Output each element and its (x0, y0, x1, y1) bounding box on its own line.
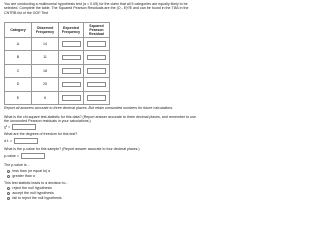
frequency-table (4, 22, 110, 105)
chi-square-input[interactable] (12, 124, 36, 130)
chi-square-answer-row (4, 124, 196, 130)
question-p-value: What is the p-value for this sample? (Report answer accurate to four decimal places.) (4, 147, 140, 151)
table-row (5, 78, 110, 91)
expected-cell (59, 64, 84, 77)
expected-cell (59, 38, 84, 51)
expected-input[interactable] (62, 55, 81, 61)
category-cell: C (5, 64, 32, 77)
observed-cell: 25 (32, 78, 59, 91)
residual-input[interactable] (87, 41, 106, 47)
residual-input[interactable] (87, 82, 106, 88)
option-label: fail to reject the null hypothesis (12, 196, 62, 200)
radio-button-icon[interactable] (7, 170, 10, 173)
expected-cell (59, 91, 84, 104)
table-row (5, 64, 110, 77)
table-row (5, 91, 110, 104)
category-cell: B (5, 51, 32, 64)
p-value-answer-row (4, 153, 196, 159)
residual-input[interactable] (87, 55, 106, 61)
observed-cell: 6 (32, 91, 59, 104)
header-category: Category (5, 23, 32, 38)
expected-cell (59, 78, 84, 91)
residual-cell (84, 51, 110, 64)
residual-cell (84, 64, 110, 77)
observed-cell: 11 (32, 51, 59, 64)
category-cell: D (5, 78, 32, 91)
option-reject-null[interactable] (7, 186, 52, 190)
p-value-label: p-value = (4, 154, 19, 159)
df-answer-row (4, 138, 196, 144)
option-greater-than-alpha[interactable] (7, 174, 35, 178)
p-value-input[interactable] (21, 153, 45, 159)
expected-input[interactable] (62, 95, 81, 101)
observed-cell: 14 (32, 38, 59, 51)
df-input[interactable] (14, 138, 38, 144)
rounding-note: Report all answers accurate to three decimal places. But retain unrounded numbers for future calculations. (4, 106, 174, 110)
radio-button-icon[interactable] (7, 187, 10, 190)
radio-button-icon[interactable] (7, 175, 10, 178)
radio-button-icon[interactable] (7, 192, 10, 195)
problem-intro: You are conducting a multinomial hypothesis test (α = 0.05) for the claim that all 5 categories are equally likely to be selected. Complete the table. The Squared Pearson Residuals are the (O - E)²/E and can be found in the TI84 in the CNTRB list of the GOF Test (4, 2, 189, 15)
option-label: accept the null hypothesis (12, 191, 54, 195)
residual-input[interactable] (87, 68, 106, 74)
chi-square-label: χ² = (4, 125, 11, 130)
question-degrees-of-freedom: What are the degrees of freedom for this test? (4, 132, 78, 136)
expected-input[interactable] (62, 68, 81, 74)
expected-input[interactable] (62, 82, 81, 88)
radio-button-icon[interactable] (7, 197, 10, 200)
expected-cell (59, 51, 84, 64)
observed-cell: 18 (32, 64, 59, 77)
option-fail-to-reject-null[interactable] (7, 196, 62, 200)
table-header-row (5, 23, 110, 38)
question-decision: This test statistic leads to a decision to... (4, 181, 69, 185)
question-p-value-comparison: The p-value is... (4, 163, 30, 167)
header-observed: Observed Frequency (32, 23, 59, 38)
option-label: greater than α (12, 174, 35, 178)
option-label: reject the null hypothesis (12, 186, 52, 190)
df-label: d.f. = (4, 139, 13, 144)
question-test-statistic: What is the chi-square test-statistic for this data? (Report answer accurate to three decimal places, and remember to use the unrounded Pearson residuals in your calculations.) (4, 115, 196, 124)
residual-input[interactable] (87, 95, 106, 101)
option-accept-null[interactable] (7, 191, 54, 195)
category-cell: E (5, 91, 32, 104)
residual-cell (84, 78, 110, 91)
residual-cell (84, 91, 110, 104)
option-less-than-alpha[interactable] (7, 169, 50, 173)
category-cell: A (5, 38, 32, 51)
residual-cell (84, 38, 110, 51)
option-label: less than (or equal to) α (12, 169, 51, 173)
table-row (5, 51, 110, 64)
expected-input[interactable] (62, 41, 81, 47)
header-expected: Expected Frequency (59, 23, 84, 38)
table-row (5, 38, 110, 51)
header-residual: Squared Pearson Residual (84, 23, 110, 38)
